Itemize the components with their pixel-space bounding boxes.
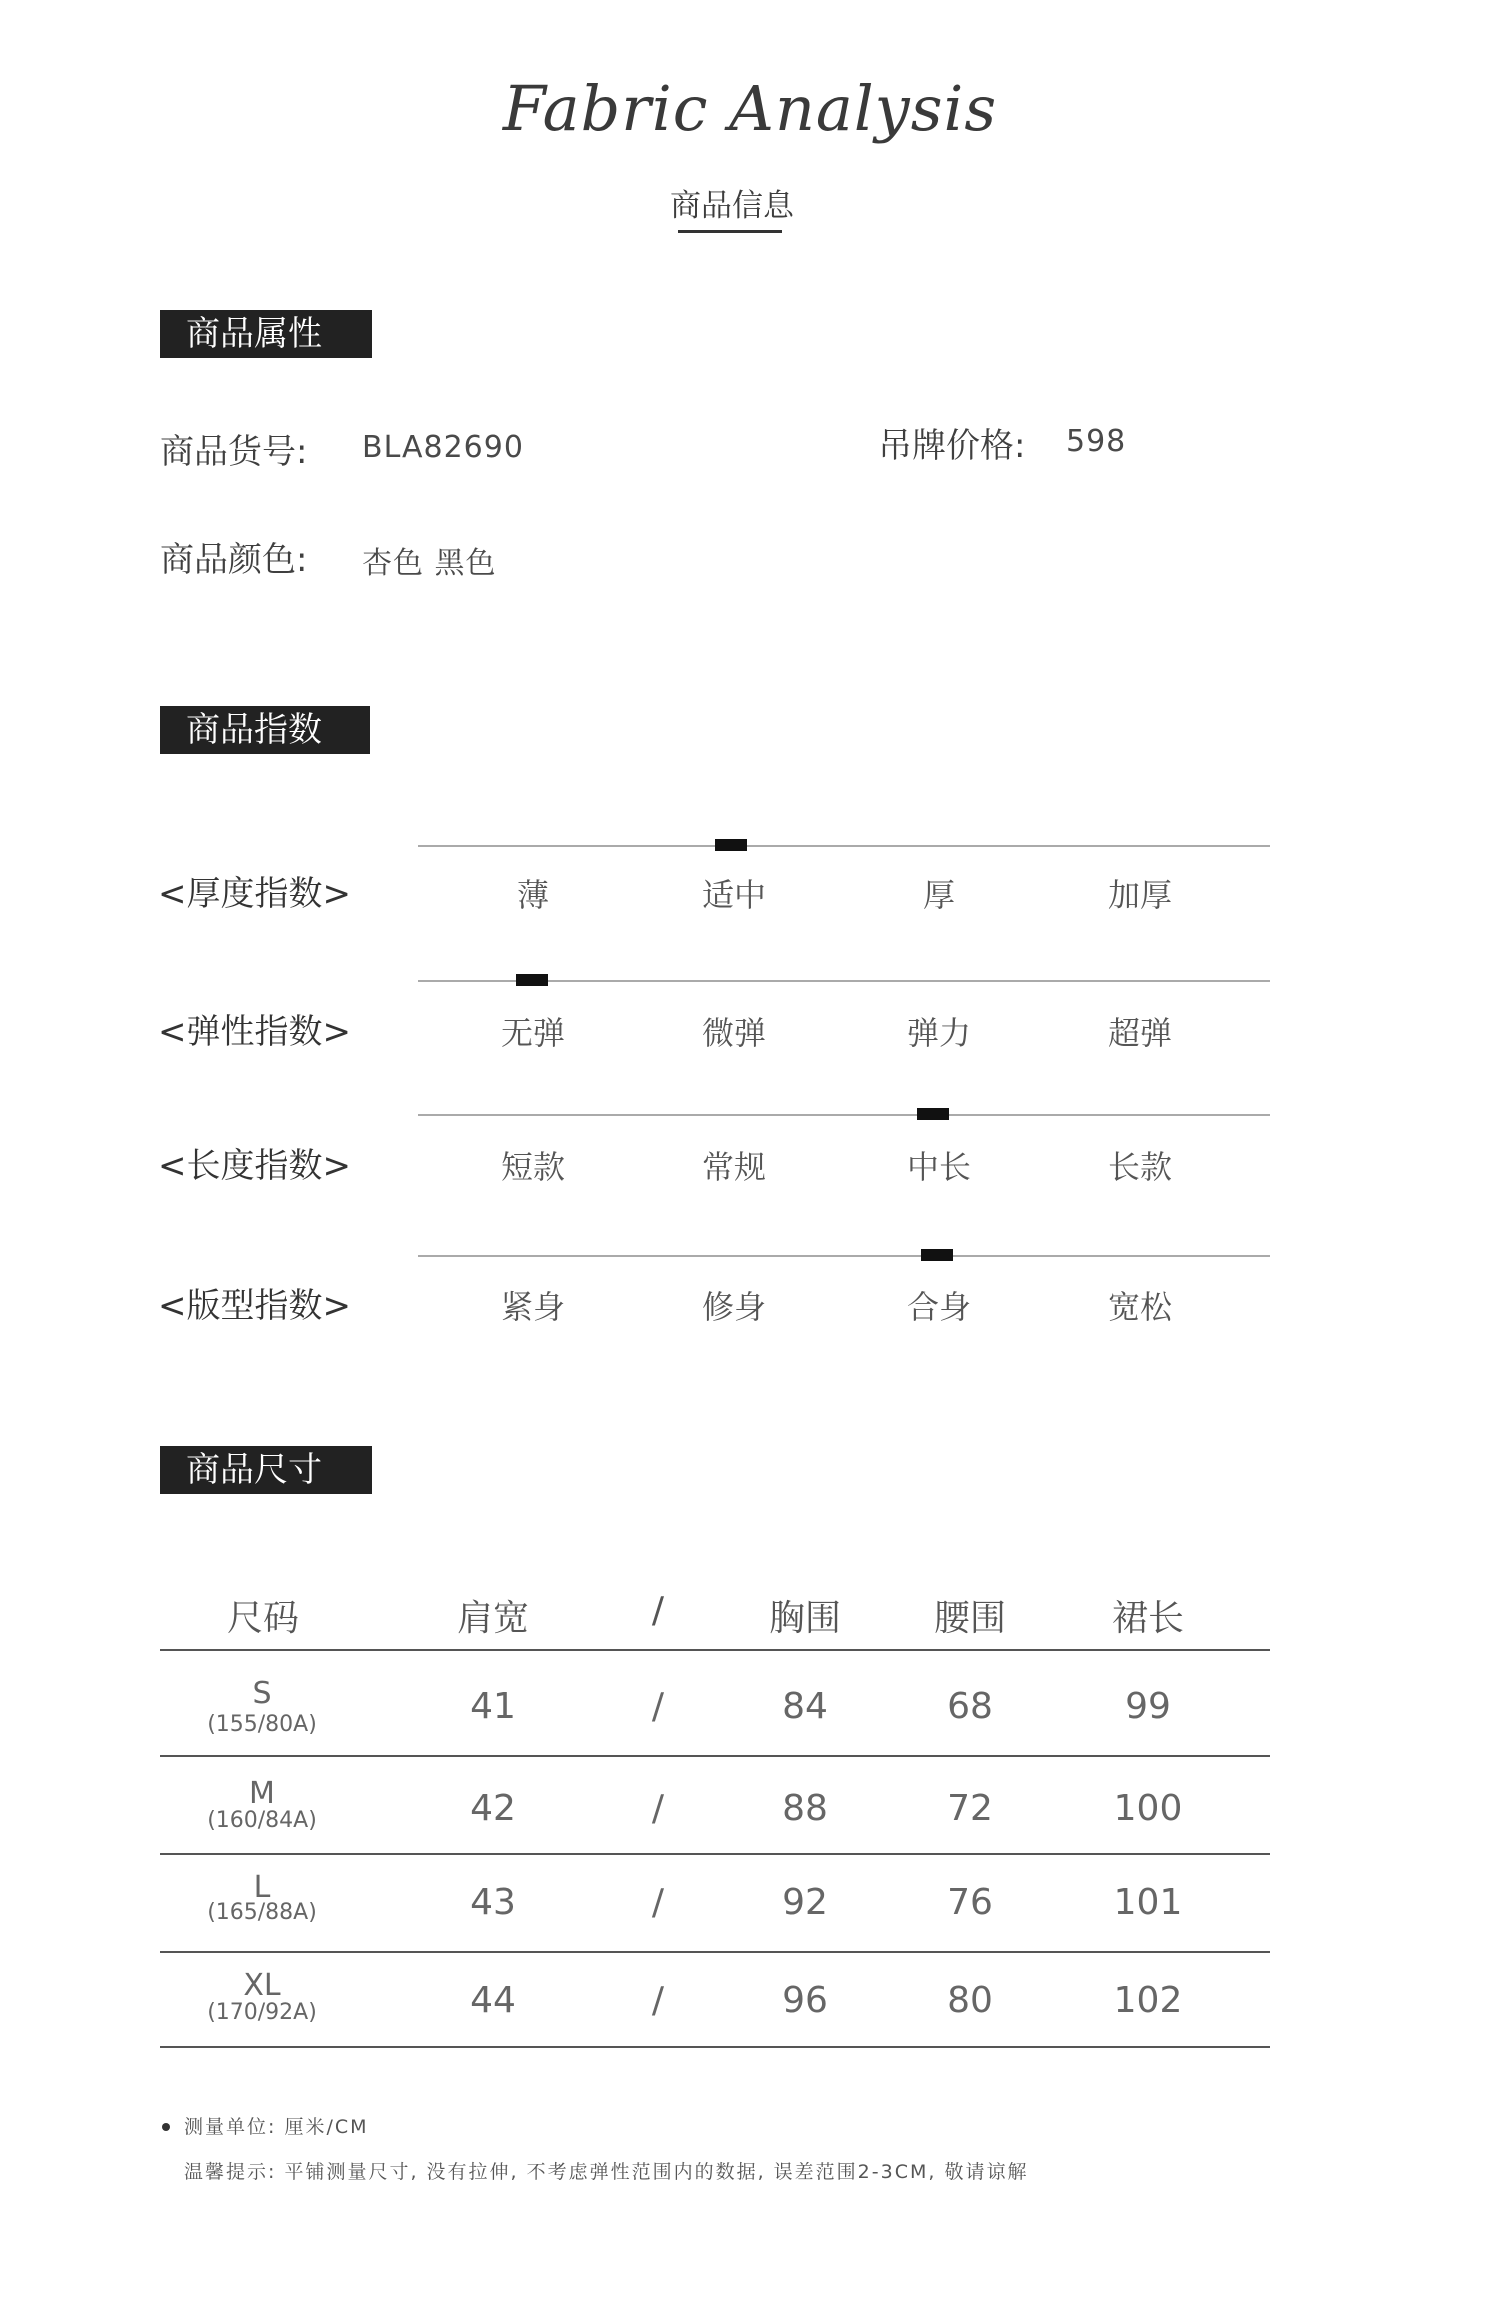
table-divider bbox=[160, 2046, 1270, 2048]
color-label: 商品颜色: bbox=[160, 540, 308, 580]
table-cell: 96 bbox=[782, 1980, 828, 2021]
size-spec: (155/80A) bbox=[207, 1712, 317, 1737]
table-header-skirt-length: 裙长 bbox=[1111, 1598, 1184, 1639]
measurement-tip-note: 温馨提示: 平铺测量尺寸, 没有拉伸, 不考虑弹性范围内的数据, 误差范围2-3CM, 敬请谅解 bbox=[184, 2161, 1029, 2183]
table-divider bbox=[160, 1649, 1270, 1651]
index-option: 合身 bbox=[906, 1288, 971, 1326]
table-header-slash: / bbox=[651, 1590, 665, 1631]
table-divider bbox=[160, 1951, 1270, 1953]
index-option: 加厚 bbox=[1107, 876, 1172, 914]
index-option: 紧身 bbox=[500, 1288, 565, 1326]
tag-price-label: 吊牌价格: bbox=[878, 426, 1026, 466]
page-title: Fabric Analysis bbox=[502, 72, 998, 145]
table-header-size: 尺码 bbox=[226, 1598, 299, 1639]
index-option: 宽松 bbox=[1107, 1288, 1172, 1326]
index-option: 常规 bbox=[701, 1148, 766, 1186]
index-label-elasticity: <弹性指数> bbox=[158, 1012, 351, 1052]
index-label-thickness: <厚度指数> bbox=[158, 874, 351, 914]
index-option: 厚 bbox=[922, 876, 955, 914]
measurement-unit-note: 测量单位: 厘米/CM bbox=[184, 2116, 369, 2138]
table-cell: 76 bbox=[947, 1882, 993, 1923]
table-cell: / bbox=[651, 1882, 665, 1923]
index-label-fit: <版型指数> bbox=[158, 1286, 351, 1326]
index-marker bbox=[917, 1108, 949, 1120]
table-cell: 41 bbox=[470, 1686, 516, 1727]
index-scale-line bbox=[418, 1114, 1270, 1116]
index-option: 修身 bbox=[701, 1288, 766, 1326]
index-option: 无弹 bbox=[500, 1014, 565, 1052]
index-option: 适中 bbox=[701, 876, 766, 914]
table-cell: / bbox=[651, 1686, 665, 1727]
table-cell: 42 bbox=[470, 1788, 516, 1829]
bullet-dot-icon bbox=[162, 2123, 170, 2131]
subtitle-underline bbox=[678, 230, 782, 233]
table-cell: 88 bbox=[782, 1788, 828, 1829]
size-name: S bbox=[252, 1676, 272, 1711]
index-option: 中长 bbox=[906, 1148, 971, 1186]
size-name: M bbox=[249, 1776, 275, 1811]
section-label-size: 商品尺寸 bbox=[160, 1446, 372, 1494]
index-option: 薄 bbox=[516, 876, 549, 914]
index-scale-line bbox=[418, 1255, 1270, 1257]
item-number-label: 商品货号: bbox=[160, 432, 308, 472]
size-spec: (160/84A) bbox=[207, 1808, 317, 1833]
tag-price-value: 598 bbox=[1066, 424, 1127, 459]
color-value: 杏色 黑色 bbox=[362, 546, 497, 581]
table-cell: / bbox=[651, 1980, 665, 2021]
table-cell: 80 bbox=[947, 1980, 993, 2021]
page-subtitle: 商品信息 bbox=[670, 188, 794, 224]
table-cell: / bbox=[651, 1788, 665, 1829]
index-option: 短款 bbox=[500, 1148, 565, 1186]
table-header-shoulder: 肩宽 bbox=[456, 1598, 529, 1639]
index-marker bbox=[921, 1249, 953, 1261]
table-cell: 43 bbox=[470, 1882, 516, 1923]
table-cell: 102 bbox=[1113, 1980, 1183, 2021]
index-option: 弹力 bbox=[906, 1014, 971, 1052]
section-label-indices: 商品指数 bbox=[160, 706, 370, 754]
table-cell: 92 bbox=[782, 1882, 828, 1923]
index-option: 超弹 bbox=[1107, 1014, 1172, 1052]
size-name: L bbox=[253, 1870, 271, 1905]
index-marker bbox=[715, 839, 747, 851]
table-divider bbox=[160, 1853, 1270, 1855]
index-label-length: <长度指数> bbox=[158, 1146, 351, 1186]
size-spec: (165/88A) bbox=[207, 1900, 317, 1925]
table-cell: 44 bbox=[470, 1980, 516, 2021]
index-option: 长款 bbox=[1107, 1148, 1172, 1186]
index-option: 微弹 bbox=[701, 1014, 766, 1052]
table-cell: 72 bbox=[947, 1788, 993, 1829]
table-cell: 84 bbox=[782, 1686, 828, 1727]
table-header-waist: 腰围 bbox=[933, 1598, 1006, 1639]
table-cell: 101 bbox=[1113, 1882, 1183, 1923]
section-label-attributes: 商品属性 bbox=[160, 310, 372, 358]
index-marker bbox=[516, 974, 548, 986]
table-cell: 100 bbox=[1113, 1788, 1183, 1829]
index-scale-line bbox=[418, 845, 1270, 847]
table-divider bbox=[160, 1755, 1270, 1757]
table-cell: 99 bbox=[1125, 1686, 1171, 1727]
item-number-value: BLA82690 bbox=[362, 430, 524, 465]
size-spec: (170/92A) bbox=[207, 2000, 317, 2025]
size-name: XL bbox=[243, 1968, 281, 2003]
table-cell: 68 bbox=[947, 1686, 993, 1727]
table-header-bust: 胸围 bbox=[768, 1598, 841, 1639]
